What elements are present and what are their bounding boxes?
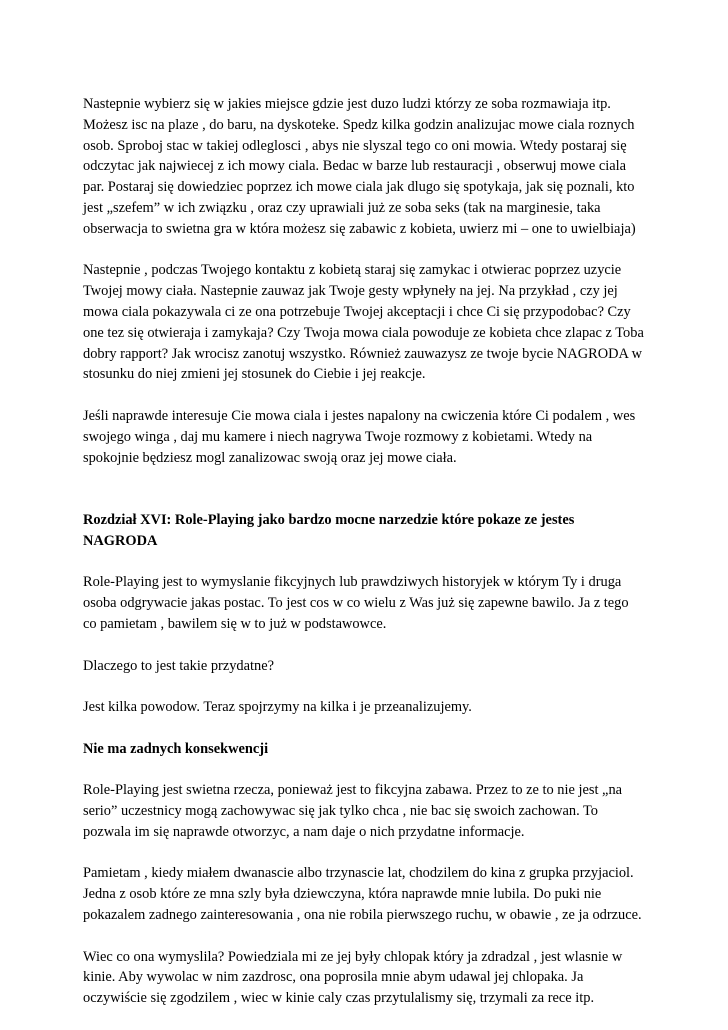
heading-line: NAGRODA [83,532,158,549]
body-paragraph [83,572,663,634]
paragraph-line: Role-Playing jest to wymyslanie fikcyjnych lub prawdziwych historyjek w którym Ty i druga [83,574,622,591]
paragraph-line: Jeśli naprawde interesuje Cie mowa ciala i jestes napalony na cwiczenia które Ci podalem , wes [83,407,636,424]
body-paragraph [83,260,663,385]
paragraph-line: obserwacja to swietna gra w która możesz się zabawic z kobieta, uwierz mi – one to uwielbiaja) [83,220,636,237]
paragraph-line: one tez się otwieraja i zamykaja? Czy Twoja mowa ciala powoduje ze kobieta chce zlapac z Toba [83,324,644,341]
section-spacer [83,489,663,510]
paragraph-line: Jedna z osob które ze mna szly była dziewczyna, która naprawde mnie lubila. Do puki nie [83,886,602,903]
section-heading [83,510,663,552]
body-paragraph [83,697,663,718]
paragraph-line: Nastepnie wybierz się w jakies miejsce gdzie jest duzo ludzi którzy ze soba rozmawiaja itp. [83,96,611,112]
paragraph-line: mowa ciala pokazywala ci ze ona potrzebuje Twojej akceptacji i chce Ci się przypodobac? Czy [83,303,631,320]
heading-line: Nie ma zadnych konsekwencji [83,740,269,757]
paragraph-line: stosunku do niej zmieni jej stosunek do Ciebie i jej reakcje. [83,366,426,383]
body-paragraph [83,947,663,1009]
document-page [83,94,663,1030]
paragraph-line: Nastepnie , podczas Twojego kontaktu z kobietą staraj się zamykac i otwierac poprzez uzycie [83,262,622,279]
paragraph-line: kinie. Aby wywolac w nim zazdrosc, ona poprosila mnie abym udawal jej chlopaka. Ja [83,969,584,986]
paragraph-line: Wiec co ona wymyslila? Powiedziala mi ze jej były chlopak który ja zdradzal , jest wlasnie w [83,948,623,965]
paragraph-line: jest „szefem” w ich związku , oraz czy uprawiali już ze soba seks (tak na marginesie, taka [83,199,601,216]
body-paragraph [83,656,663,677]
paragraph-line: Możesz isc na plaze , do baru, na dyskoteke. Spedz kilka godzin analizujac mowe ciala roznych [83,116,635,133]
paragraph-line: odczytac jak najwiecej z ich mowy ciala. Bedac w barze lub restauracji , obserwuj mowe ciala [83,158,627,175]
paragraph-line: Role-Playing jest swietna rzecza, ponieważ jest to fikcyjna zabawa. Przez to ze to nie jest „na [83,782,623,799]
heading-line: Rozdział XVI: Role-Playing jako bardzo mocne narzedzie które pokaze ze jestes [83,511,575,528]
paragraph-line: Pamietam , kiedy miałem dwanascie albo trzynascie lat, chodzilem do kina z grupka przyjaciol. [83,865,634,882]
paragraph-line: dobry rapport? Jak wrocisz zanotuj wszystko. Również zauwazysz ze twoje bycie NAGRODA w [83,345,643,362]
body-paragraph [83,780,663,842]
paragraph-line: osoba odgrywacie jakas postac. To jest cos w co wielu z Was już się zapewne bawilo. Ja z tego [83,595,629,612]
body-paragraph [83,863,663,925]
body-paragraph [83,406,663,468]
body-paragraph [83,94,663,240]
paragraph-line: pozwala im się naprawde otworzyc, a nam daje o nich przydatne informacje. [83,823,525,840]
paragraph-line: Dlaczego to jest takie przydatne? [83,657,274,674]
paragraph-line: co pamietam , bawilem się w to już w podstawowce. [83,615,387,632]
paragraph-line: spokojnie będziesz mogl zanalizowac swoją oraz jej mowe ciała. [83,449,457,466]
paragraph-line: Twojej mowy ciała. Nastepnie zauwaz jak Twoje gesty wpłyneły na jej. Na przykład , czy jej [83,283,618,300]
paragraph-line: pokazalem zadnego zainteresowania , ona nie robila pierwszego ruchu, w obawie , ze ja odrzuce. [83,907,642,924]
paragraph-line: osob. Sproboj stac w takiej odleglosci , abys nie slyszal tego co oni mowia. Wtedy postaraj się [83,137,627,154]
section-heading [83,739,663,760]
paragraph-line: serio” uczestnicy mogą zachowywac się jak tylko chca , nie bac się swoich zachowan. To [83,803,598,820]
paragraph-line: oczywiście się zgodzilem , wiec w kinie caly czas przytulalismy się, trzymali za rece itp. [83,990,595,1007]
paragraph-line: par. Postaraj się dowiedziec poprzez ich mowe ciala jak dlugo się spotykaja, jak się poznali, kto [83,179,635,196]
paragraph-line: Jest kilka powodow. Teraz spojrzymy na kilka i je przeanalizujemy. [83,699,472,716]
paragraph-line: swojego winga , daj mu kamere i niech nagrywa Twoje rozmowy z kobietami. Wtedy na [83,428,593,445]
